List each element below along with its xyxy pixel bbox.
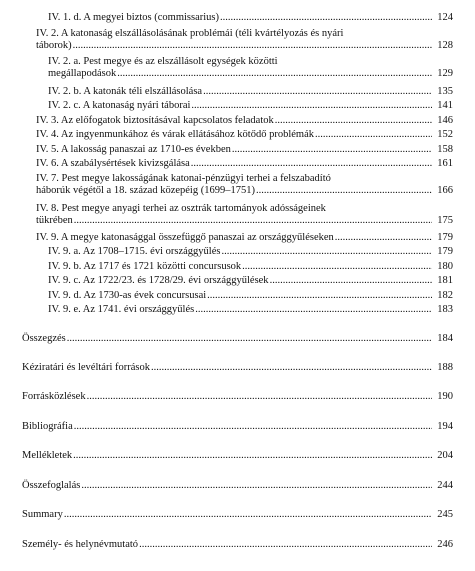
toc-page-number: 245: [437, 509, 453, 520]
toc-page-number: 128: [437, 40, 453, 51]
leader-dots: [256, 185, 432, 197]
toc-page-number: 181: [437, 275, 453, 286]
toc-entry-title: Summary: [22, 509, 63, 520]
toc-entry: [22, 480, 453, 492]
toc-entry-title: IV. 3. Az előfogatok biztosításával kapcsolatos feladatok: [36, 115, 274, 126]
toc-page-number: 179: [437, 246, 453, 257]
toc-page-number: 161: [437, 158, 453, 169]
toc-entry: [22, 362, 453, 374]
toc-page-number: 183: [437, 304, 453, 315]
toc-entry-title: Bibliográfia: [22, 421, 73, 432]
toc-entry: [36, 232, 453, 244]
leader-dots: [275, 115, 432, 127]
toc-entry: [36, 173, 453, 197]
leader-dots: [203, 86, 432, 98]
toc-entry-title: Összefoglalás: [22, 480, 81, 491]
toc-entry-title: IV. 2. a. Pest megye és az elszállásolt egységek közötti: [48, 56, 278, 67]
toc-entry: [22, 509, 453, 521]
toc-entry-title: IV. 2. A katonaság elszállásolásának problémái (téli kvártélyozás és nyári: [36, 28, 344, 39]
leader-dots: [73, 40, 432, 52]
toc-entry-title: IV. 9. b. Az 1717 és 1721 közötti concursusok: [48, 261, 242, 272]
toc-page-number: 184: [437, 333, 453, 344]
toc-entry-title: Összegzés: [22, 333, 66, 344]
toc-entry-title: IV. 6. A szabálysértések kivizsgálása: [36, 158, 190, 169]
toc-entry-title: IV. 2. c. A katonaság nyári táborai: [48, 100, 191, 111]
leader-dots: [64, 509, 432, 521]
toc-entry: [48, 246, 453, 258]
toc-entry: [48, 304, 453, 316]
leader-dots: [207, 290, 432, 302]
toc-page-number: 204: [437, 450, 453, 461]
leader-dots: [195, 304, 432, 316]
leader-dots: [221, 246, 432, 258]
toc-entry-title: IV. 9. A megye katonasággal összefüggő panaszai az országgyűléseken: [36, 232, 334, 243]
toc-entry: [36, 115, 453, 127]
leader-dots: [315, 129, 432, 141]
leader-dots: [151, 362, 432, 374]
toc-entry-title: IV. 7. Pest megye lakosságának katonai-pénzügyi terhei a felszabadító: [36, 173, 331, 184]
toc-entry-title-cont: megállapodások: [48, 68, 117, 79]
leader-dots: [139, 539, 432, 551]
toc-page-number: 182: [437, 290, 453, 301]
toc-entry: [48, 56, 453, 80]
leader-dots: [232, 144, 432, 156]
toc-entry: [36, 129, 453, 141]
toc-page-number: 188: [437, 362, 453, 373]
toc-page-number: 246: [437, 539, 453, 550]
leader-dots: [335, 232, 432, 244]
toc-page-number: 175: [437, 215, 453, 226]
toc-entry-title: IV. 1. d. A megyei biztos (commissarius): [48, 12, 219, 23]
toc-page-number: 135: [437, 86, 453, 97]
toc-entry: [36, 28, 453, 52]
leader-dots: [73, 450, 432, 462]
toc-page-number: 129: [437, 68, 453, 79]
toc-entry: [22, 421, 453, 433]
toc-page-number: 179: [437, 232, 453, 243]
leader-dots: [191, 158, 432, 170]
toc-page-number: 180: [437, 261, 453, 272]
toc-entry-title: Forrásközlések: [22, 391, 86, 402]
toc-entry-title: IV. 4. Az ingyenmunkához és várak ellátásához kötődő problémák: [36, 129, 314, 140]
toc-page-number: 244: [437, 480, 453, 491]
leader-dots: [242, 261, 432, 273]
toc-entry-title-cont: tükrében: [36, 215, 73, 226]
leader-dots: [87, 391, 432, 403]
toc-entry: [48, 261, 453, 273]
toc-page-number: 124: [437, 12, 453, 23]
toc-entry-title: IV. 2. b. A katonák téli elszállásolása: [48, 86, 203, 97]
leader-dots: [117, 68, 432, 80]
toc-page-number: 146: [437, 115, 453, 126]
leader-dots: [74, 215, 432, 227]
leader-dots: [81, 480, 432, 492]
toc-entry-title-cont: táborok): [36, 40, 72, 51]
toc-entry-title: IV. 9. d. Az 1730-as évek concursusai: [48, 290, 207, 301]
toc-entry: [48, 290, 453, 302]
toc-entry: [22, 333, 453, 345]
toc-entry: [36, 158, 453, 170]
toc-entry: [48, 275, 453, 287]
toc-entry-title: IV. 9. c. Az 1722/23. és 1728/29. évi országgyűlések: [48, 275, 269, 286]
leader-dots: [220, 12, 432, 24]
toc-entry-title: Mellékletek: [22, 450, 73, 461]
toc-entry-title: Személy- és helynévmutató: [22, 539, 139, 550]
toc-entry: [22, 450, 453, 462]
toc-page-number: 141: [437, 100, 453, 111]
toc-page-number: 166: [437, 185, 453, 196]
toc-entry: [22, 539, 453, 551]
toc-page-number: 152: [437, 129, 453, 140]
toc-page-number: 158: [437, 144, 453, 155]
toc-entry-title: IV. 9. a. Az 1708–1715. évi országgyűlés: [48, 246, 221, 257]
toc-entry: [36, 144, 453, 156]
toc-entry-title-cont: háborúk végétől a 18. század közepéig (1699–1751): [36, 185, 255, 196]
toc-entry-title: IV. 8. Pest megye anyagi terhei az osztrák tartományok adósságeinek: [36, 203, 326, 214]
toc-page-number: 190: [437, 391, 453, 402]
leader-dots: [191, 100, 432, 112]
leader-dots: [270, 275, 432, 287]
toc-entry: [48, 100, 453, 112]
toc-page-number: 194: [437, 421, 453, 432]
toc-entry-title: Kéziratári és levéltári források: [22, 362, 150, 373]
leader-dots: [67, 333, 432, 345]
toc-entry: [36, 203, 453, 227]
toc-entry: [48, 12, 453, 24]
toc-entry: [22, 391, 453, 403]
toc-entry-title: IV. 5. A lakosság panaszai az 1710-es években: [36, 144, 231, 155]
leader-dots: [74, 421, 432, 433]
toc-entry: [48, 86, 453, 98]
toc-entry-title: IV. 9. e. Az 1741. évi országgyűlés: [48, 304, 195, 315]
